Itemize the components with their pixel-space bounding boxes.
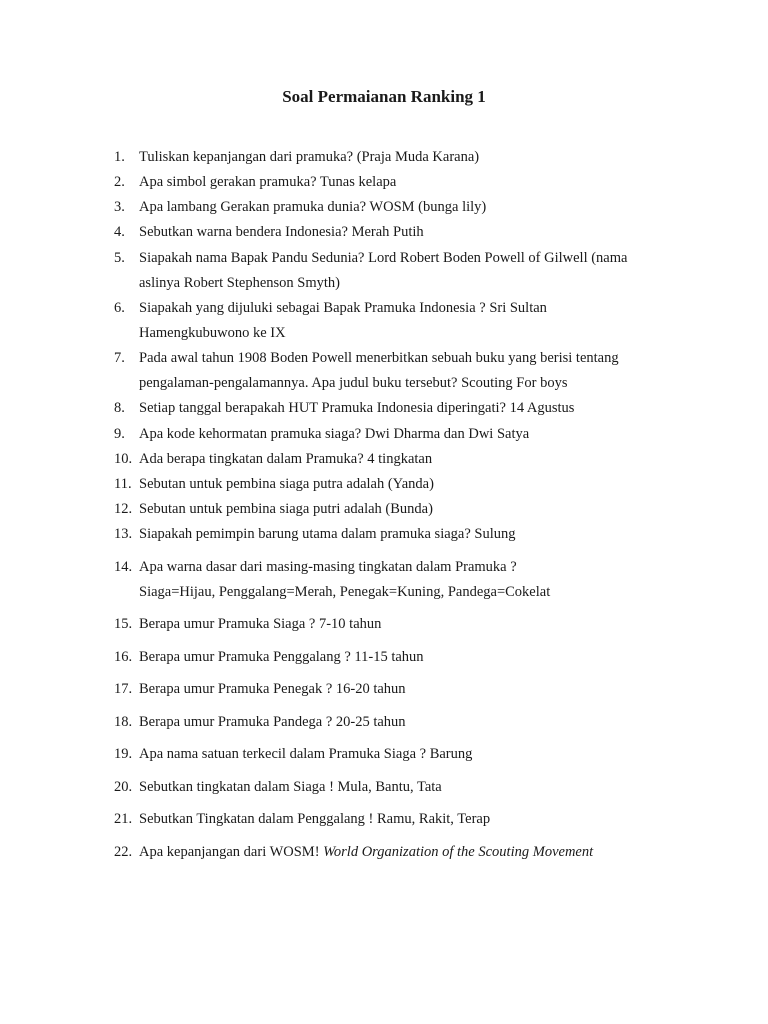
question-item: [114, 807, 674, 832]
question-number: 10.: [114, 451, 133, 467]
question-text: Sebutan untuk pembina siaga putra adalah (Yanda): [139, 476, 434, 492]
question-item: [114, 522, 674, 547]
question-text: Berapa umur Pramuka Penggalang ? 11-15 tahun: [139, 649, 424, 665]
question-text: Siapakah pemimpin barung utama dalam pramuka siaga? Sulung: [139, 526, 516, 542]
question-number: 1.: [114, 149, 125, 165]
question-text: Sebutan untuk pembina siaga putri adalah (Bunda): [139, 501, 433, 517]
question-text: Siapakah yang dijuluki sebagai Bapak Pramuka Indonesia ? Sri Sultan: [139, 300, 547, 316]
question-item: [114, 346, 674, 396]
question-text-continued: pengalaman-pengalamannya. Apa judul buku tersebut? Scouting For boys: [139, 375, 568, 391]
question-item: [114, 775, 674, 800]
question-item: [114, 472, 674, 497]
question-item: [114, 220, 674, 245]
question-item: [114, 422, 674, 447]
question-number: 18.: [114, 714, 133, 730]
question-text: Apa kode kehormatan pramuka siaga? Dwi Dharma dan Dwi Satya: [139, 426, 530, 442]
question-text-continued: Siaga=Hijau, Penggalang=Merah, Penegak=Kuning, Pandega=Cokelat: [139, 584, 551, 600]
question-text-continued: Hamengkubuwono ke IX: [139, 325, 286, 341]
question-item: [114, 170, 674, 195]
question-number: 4.: [114, 224, 125, 240]
question-item: [114, 742, 674, 767]
question-text: Sebutkan warna bendera Indonesia? Merah Putih: [139, 224, 424, 240]
question-number: 14.: [114, 559, 133, 575]
question-item: [114, 497, 674, 522]
question-text: Berapa umur Pramuka Penegak ? 16-20 tahun: [139, 681, 406, 697]
question-text: Apa lambang Gerakan pramuka dunia? WOSM (bunga lily): [139, 199, 487, 215]
question-number: 16.: [114, 649, 133, 665]
question-number: 8.: [114, 400, 125, 416]
question-answer-italic: World Organization of the Scouting Movement: [323, 844, 594, 860]
question-number: 11.: [114, 476, 132, 492]
question-number: 19.: [114, 746, 133, 762]
question-item: [114, 840, 674, 865]
question-text: Sebutkan Tingkatan dalam Penggalang ! Ramu, Rakit, Terap: [139, 811, 491, 827]
page-title: Soal Permaianan Ranking 1: [282, 87, 486, 106]
question-text: Apa simbol gerakan pramuka? Tunas kelapa: [139, 174, 397, 190]
question-text: Berapa umur Pramuka Pandega ? 20-25 tahun: [139, 714, 406, 730]
question-text: Sebutkan tingkatan dalam Siaga ! Mula, Bantu, Tata: [139, 779, 442, 795]
question-item: [114, 246, 674, 296]
question-item: [114, 145, 674, 170]
question-text: Apa nama satuan terkecil dalam Pramuka Siaga ? Barung: [139, 746, 473, 762]
question-text-continued: aslinya Robert Stephenson Smyth): [139, 275, 340, 291]
question-text: [114, 840, 674, 865]
question-number: 15.: [114, 616, 133, 632]
question-item: [114, 447, 674, 472]
question-number: 12.: [114, 501, 133, 517]
question-number: 22.: [114, 844, 133, 860]
question-number: 3.: [114, 199, 125, 215]
question-item: [114, 710, 674, 735]
question-text: Apa warna dasar dari masing-masing tingkatan dalam Pramuka ?: [139, 559, 517, 575]
question-text: Pada awal tahun 1908 Boden Powell menerbitkan sebuah buku yang berisi tentang: [139, 350, 619, 366]
question-item: [114, 645, 674, 670]
question-text: Tuliskan kepanjangan dari pramuka? (Praja Muda Karana): [139, 149, 480, 165]
question-number: 20.: [114, 779, 133, 795]
question-item: [114, 195, 674, 220]
question-number: 9.: [114, 426, 125, 442]
question-text: Ada berapa tingkatan dalam Pramuka? 4 tingkatan: [139, 451, 433, 467]
question-text: Berapa umur Pramuka Siaga ? 7-10 tahun: [139, 616, 382, 632]
question-number: 5.: [114, 250, 125, 266]
question-item: [114, 612, 674, 637]
question-item: [114, 555, 674, 605]
question-text: Setiap tanggal berapakah HUT Pramuka Indonesia diperingati? 14 Agustus: [139, 400, 575, 416]
question-item: [114, 396, 674, 421]
question-number: 13.: [114, 526, 133, 542]
question-number: 6.: [114, 300, 125, 316]
question-item: [114, 677, 674, 702]
question-text: Siapakah nama Bapak Pandu Sedunia? Lord Robert Boden Powell of Gilwell (nama: [139, 250, 628, 266]
question-number: 2.: [114, 174, 125, 190]
question-item: [114, 296, 674, 346]
question-number: 17.: [114, 681, 133, 697]
question-number: 21.: [114, 811, 133, 827]
question-number: 7.: [114, 350, 125, 366]
question-text-plain: Apa kepanjangan dari WOSM!: [139, 844, 324, 860]
